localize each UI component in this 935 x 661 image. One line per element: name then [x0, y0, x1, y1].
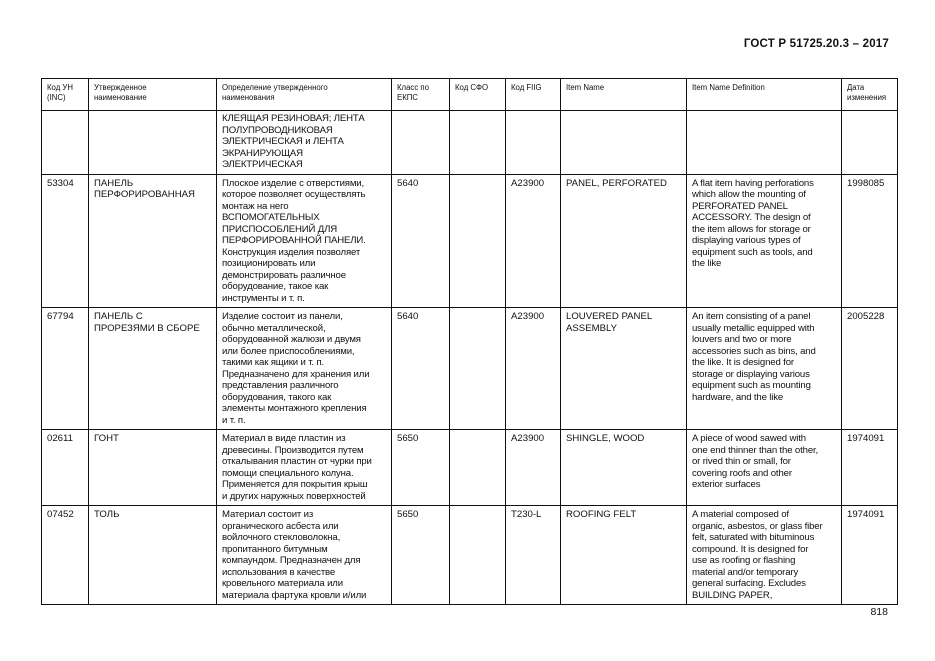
table-header-row [42, 79, 898, 111]
text-line: демонстрировать различное [222, 269, 346, 281]
text-line: КЛЕЯЩАЯ РЕЗИНОВАЯ; ЛЕНТА [222, 113, 365, 124]
cell-fiig: A23900 [506, 308, 561, 430]
cell-class: 5650 [392, 506, 450, 605]
text-line: material and/or temporary [692, 566, 799, 578]
table-row [42, 506, 898, 605]
text-line: или более приспособлениями, [222, 345, 355, 357]
text-line: accessories such as bins, and [692, 345, 816, 357]
cell-item-definition [687, 506, 842, 605]
header-sfo [450, 79, 506, 111]
text-line: наименование [94, 93, 147, 102]
cell-definition [217, 308, 392, 430]
text-line: пропитанного битумным [222, 543, 328, 555]
text-line: откалывания пластин от чурки при [222, 456, 372, 467]
header-approved-name [89, 79, 217, 111]
text-line: A flat item having perforations [692, 177, 814, 189]
text-line: Определение утвержденного [222, 83, 328, 92]
text-line: Материал в виде пластин из [222, 433, 346, 444]
text-line: компаундом. Предназначен для [222, 555, 361, 566]
cell-fiig [506, 111, 561, 175]
cell-sfo [450, 111, 506, 175]
text-line: compound. It is designed for [692, 543, 809, 555]
text-line: оборудование, такое как [222, 281, 329, 292]
text-line: и т. п. [222, 414, 246, 426]
text-line: ЕКПС [397, 93, 418, 102]
cell-class: 5650 [392, 430, 450, 506]
text-line: ПРОРЕЗЯМИ В СБОРЕ [94, 322, 200, 334]
text-line: Код УН [47, 83, 74, 92]
text-line: louvers and two or more [692, 334, 792, 345]
cell-sfo [450, 506, 506, 605]
cell-sfo [450, 308, 506, 430]
cell-definition [217, 111, 392, 175]
text-line: PERFORATED PANEL [692, 200, 788, 212]
cell-class: 5640 [392, 308, 450, 430]
text-line: ASSEMBLY [566, 322, 618, 334]
table-row [42, 174, 898, 308]
text-line: обычно металлической, [222, 322, 326, 334]
text-line: ЭКРАНИРУЮЩАЯ [222, 147, 303, 159]
text-line: Плоское изделие с отверстиями, [222, 177, 365, 189]
text-line: ROOFING FELT [566, 509, 637, 520]
text-line: материала фартука кровли и/или [222, 589, 367, 601]
cell-item-name [561, 111, 687, 175]
cell-name [89, 430, 217, 506]
text-line: войлочного стекловолокна, [222, 532, 341, 543]
text-line: BUILDING PAPER, [692, 589, 773, 601]
cell-sfo [450, 174, 506, 308]
text-line: SHINGLE, WOOD [566, 433, 645, 444]
cell-item-definition [687, 308, 842, 430]
cell-name [89, 506, 217, 605]
text-line: equipment such as mounting [692, 380, 811, 391]
cell-item-name [561, 308, 687, 430]
text-line: An item consisting of a panel [692, 311, 811, 322]
text-line: Item Name Definition [692, 83, 765, 92]
text-line: монтаж на него [222, 200, 289, 212]
text-line: Item Name [566, 83, 605, 92]
header-definition [217, 79, 392, 111]
cell-item-name [561, 430, 687, 506]
text-line: equipment such as tools, and [692, 246, 813, 258]
cell-item-definition [687, 111, 842, 175]
table-row [42, 111, 898, 175]
cell-class [392, 111, 450, 175]
text-line: Класс по [397, 83, 429, 92]
text-line: (INC) [47, 93, 66, 102]
cell-definition [217, 430, 392, 506]
cell-definition [217, 174, 392, 308]
text-line: такими как ящики и т. п. [222, 357, 325, 368]
text-line: A piece of wood sawed with [692, 433, 806, 444]
text-line: оборудованной жалюзи и двумя [222, 334, 361, 345]
table-row [42, 430, 898, 506]
cell-code [42, 111, 89, 175]
text-line: представления различного [222, 380, 339, 391]
cell-date: 1998085 [842, 174, 898, 308]
text-line: изменения [847, 93, 887, 102]
cell-code: 02611 [42, 430, 89, 506]
cell-item-name [561, 174, 687, 308]
text-line: которое позволяет осуществлять [222, 189, 366, 200]
text-line: ЭЛЕКТРИЧЕСКАЯ [222, 159, 303, 170]
text-line: displaying various types of [692, 235, 801, 246]
text-line: позиционировать или [222, 258, 316, 269]
text-line: the item allows for storage or [692, 223, 811, 235]
text-line: Утвержденное [94, 83, 147, 92]
cell-class: 5640 [392, 174, 450, 308]
text-line: exterior surfaces [692, 479, 761, 490]
cell-item-definition [687, 174, 842, 308]
text-line: Материал состоит из [222, 509, 314, 520]
text-line: A material composed of [692, 509, 789, 520]
text-line: or rived thin or small, for [692, 456, 791, 467]
cell-item-name [561, 506, 687, 605]
text-line: organic, asbestos, or glass fiber [692, 520, 823, 532]
cell-fiig: T230-L [506, 506, 561, 605]
cell-code: 67794 [42, 308, 89, 430]
cell-date: 2005228 [842, 308, 898, 430]
text-line: органического асбеста или [222, 520, 339, 532]
text-line: помощи специального колуна. [222, 467, 354, 479]
text-line: ЭЛЕКТРИЧЕСКАЯ и ЛЕНТА [222, 136, 344, 147]
text-line: ПЕРФОРИРОВАННОЙ ПАНЕЛИ. [222, 235, 366, 246]
text-line: использования в качестве [222, 566, 336, 578]
text-line: ПАНЕЛЬ [94, 177, 134, 189]
cell-definition [217, 506, 392, 605]
text-line: usually metallic equipped with [692, 322, 815, 334]
text-line: Код FIIG [511, 83, 542, 92]
header-class [392, 79, 450, 111]
text-line: оборудования, такого как [222, 391, 332, 403]
text-line: ГОНТ [94, 433, 119, 444]
text-line: наименования [222, 93, 275, 102]
text-line: древесины. Производится путем [222, 444, 364, 456]
table-row [42, 308, 898, 430]
page-number: 818 [870, 606, 888, 618]
cell-name [89, 174, 217, 308]
text-line: one end thinner than the other, [692, 444, 819, 456]
document-header-id: ГОСТ Р 51725.20.3 – 2017 [743, 38, 889, 50]
text-line: which allow the mounting of [692, 189, 806, 200]
text-line: hardware, and the like [692, 391, 784, 403]
header-code-un [42, 79, 89, 111]
header-date [842, 79, 898, 111]
text-line: ТОЛЬ [94, 509, 120, 520]
text-line: covering roofs and other [692, 467, 792, 479]
text-line: general surfacing. Excludes [692, 578, 806, 589]
cell-date: 1974091 [842, 506, 898, 605]
text-line: ПЕРФОРИРОВАННАЯ [94, 189, 195, 200]
cell-name [89, 111, 217, 175]
cell-name [89, 308, 217, 430]
cell-code: 53304 [42, 174, 89, 308]
cell-date [842, 111, 898, 175]
text-line: Изделие состоит из панели, [222, 311, 343, 322]
text-line: Код СФО [455, 83, 489, 92]
text-line: LOUVERED PANEL [566, 311, 653, 322]
text-line: ПОЛУПРОВОДНИКОВАЯ [222, 124, 333, 136]
text-line: ВСПОМОГАТЕЛЬНЫХ [222, 212, 320, 223]
text-line: storage or displaying various [692, 368, 810, 380]
text-line: felt, saturated with bituminous [692, 532, 815, 543]
text-line: ПАНЕЛЬ С [94, 311, 143, 322]
text-line: Дата [847, 83, 865, 92]
text-line: the like. It is designed for [692, 357, 794, 368]
text-line: Предназначено для хранения или [222, 368, 370, 380]
header-item-name [561, 79, 687, 111]
text-line: PANEL, PERFORATED [566, 177, 667, 189]
text-line: Конструкция изделия позволяет [222, 246, 361, 258]
text-line: и других наружных поверхностей [222, 490, 366, 502]
catalog-table [41, 78, 898, 605]
text-line: use as roofing or flashing [692, 555, 796, 566]
text-line: ACCESSORY. The design of [692, 212, 811, 223]
text-line: кровельного материала или [222, 578, 343, 589]
text-line: Применяется для покрытия крыш [222, 479, 368, 490]
text-line: ПРИСПОСОБЛЕНИЙ ДЛЯ [222, 223, 338, 235]
cell-fiig: A23900 [506, 430, 561, 506]
cell-date: 1974091 [842, 430, 898, 506]
cell-sfo [450, 430, 506, 506]
cell-fiig: A23900 [506, 174, 561, 308]
text-line: the like [692, 258, 722, 269]
text-line: инструменты и т. п. [222, 292, 305, 304]
text-line: элементы монтажного крепления [222, 403, 367, 414]
header-fiig [506, 79, 561, 111]
cell-code: 07452 [42, 506, 89, 605]
cell-item-definition [687, 430, 842, 506]
header-item-definition [687, 79, 842, 111]
